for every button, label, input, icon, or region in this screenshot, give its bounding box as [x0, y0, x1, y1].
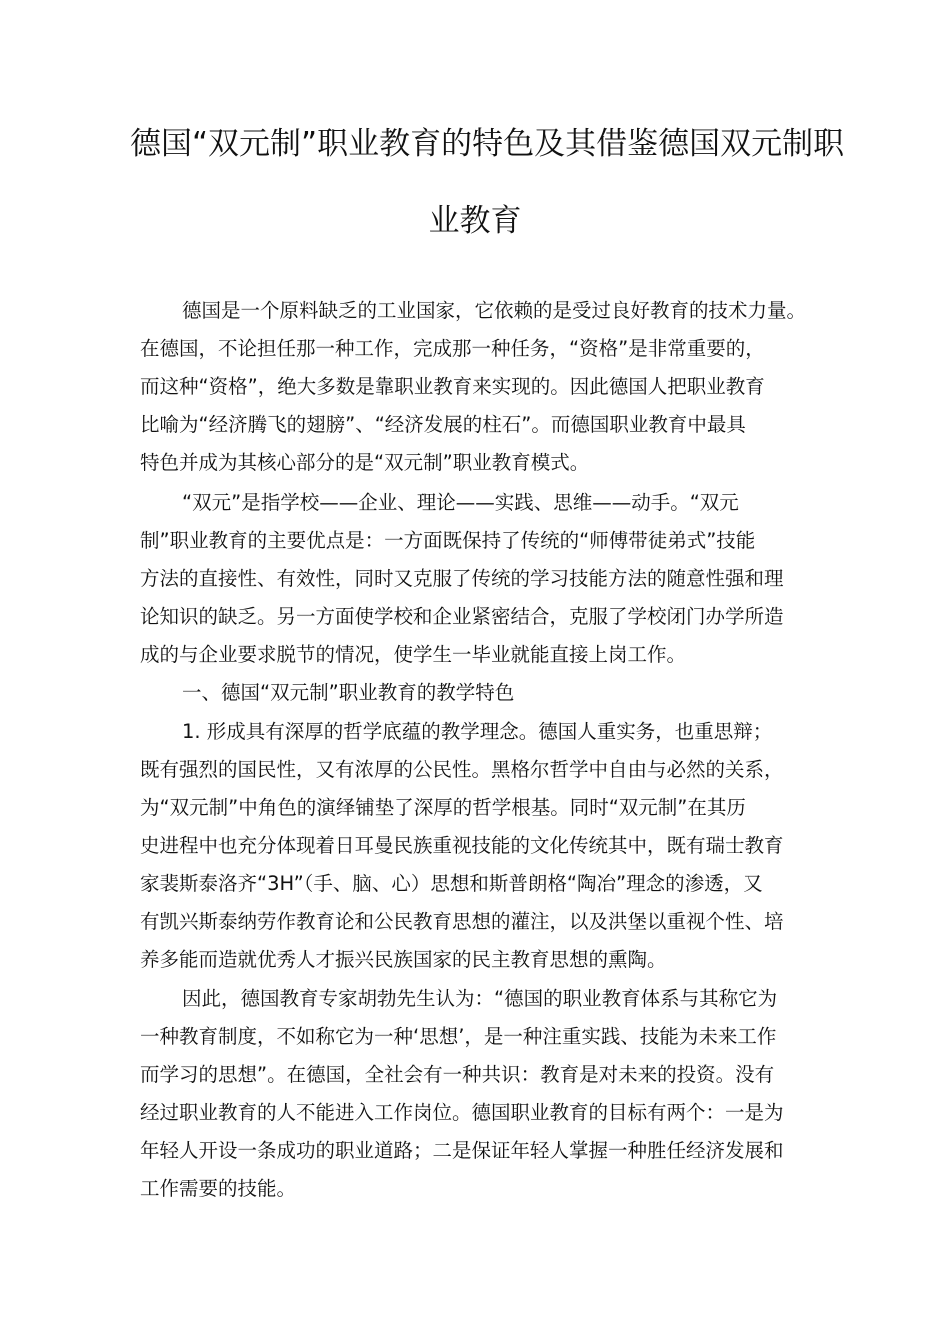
section-heading-text: 一、德国“双元制”职业教育的教学特色 — [182, 681, 515, 704]
text-line: 方法的直接性、有效性，同时又克服了传统的学习技能方法的随意性强和理 — [140, 567, 784, 590]
text-line: 德国是一个原料缺乏的工业国家，它依赖的是受过良好教育的技术力量。 — [182, 299, 807, 322]
document-title-line-2: 业教育 — [428, 203, 522, 239]
text-line: 一种教育制度，不如称它为一种‘思想’，是一种注重实践、技能为未来工作 — [140, 1025, 777, 1048]
text-line: 比喻为“经济腾飞的翅膀”、“经济发展的柱石”。而德国职业教育中最具 — [140, 413, 746, 436]
text-line: 在德国，不论担任那一种工作，完成那一种任务，“资格”是非常重要的， — [140, 337, 765, 360]
text-line: “双元”是指学校——企业、理论——实践、思维——动手。“双元 — [182, 491, 739, 514]
text-line: 1. 形成具有深厚的哲学底蕴的教学理念。德国人重实务，也重思辩； — [182, 720, 773, 743]
document-title-line-1: 德国“双元制”职业教育的特色及其借鉴德国双元制职 — [130, 126, 845, 162]
text-line: 为“双元制”中角色的演绎铺垫了深厚的哲学根基。同时“双元制”在其历 — [140, 796, 746, 819]
text-line: 特色并成为其核心部分的是“双元制”职业教育模式。 — [140, 451, 590, 474]
text-line: 论知识的缺乏。另一方面使学校和企业紧密结合，克服了学校闭门办学所造 — [140, 605, 784, 628]
text-line: 而这种“资格”，绝大多数是靠职业教育来实现的。因此德国人把职业教育 — [140, 375, 765, 398]
text-line: 而学习的思想”。在德国，全社会有一种共识：教育是对未来的投资。没有 — [140, 1063, 775, 1086]
paragraph-expert-opinion — [140, 980, 840, 1208]
text-line: 家裴斯泰洛齐“3H”（手、脑、心）思想和斯普朗格“陶冶”理念的渗透，又 — [140, 872, 763, 895]
paragraph-philosophy — [140, 713, 840, 979]
text-line: 史进程中也充分体现着日耳曼民族重视技能的文化传统其中，既有瑞士教育 — [140, 834, 784, 857]
text-line: 因此，德国教育专家胡勃先生认为：“德国的职业教育体系与其称它为 — [182, 987, 778, 1010]
section-heading — [140, 674, 840, 712]
text-line: 工作需要的技能。 — [140, 1177, 297, 1200]
text-line: 经过职业教育的人不能进入工作岗位。德国职业教育的目标有两个：一是为 — [140, 1101, 784, 1124]
paragraph-intro — [140, 292, 840, 482]
paragraph-dual-definition — [140, 484, 840, 674]
text-line: 养多能而造就优秀人才振兴民族国家的民主教育思想的熏陶。 — [140, 948, 667, 971]
text-line: 既有强烈的国民性，又有浓厚的公民性。黑格尔哲学中自由与必然的关系， — [140, 758, 784, 781]
text-line: 成的与企业要求脱节的情况，使学生一毕业就能直接上岗工作。 — [140, 643, 687, 666]
text-line: 有凯兴斯泰纳劳作教育论和公民教育思想的灌注，以及洪堡以重视个性、培 — [140, 910, 784, 933]
text-line: 年轻人开设一条成功的职业道路；二是保证年轻人掌握一种胜任经济发展和 — [140, 1139, 784, 1162]
text-line: 制”职业教育的主要优点是：一方面既保持了传统的“师傅带徒弟式”技能 — [140, 529, 756, 552]
